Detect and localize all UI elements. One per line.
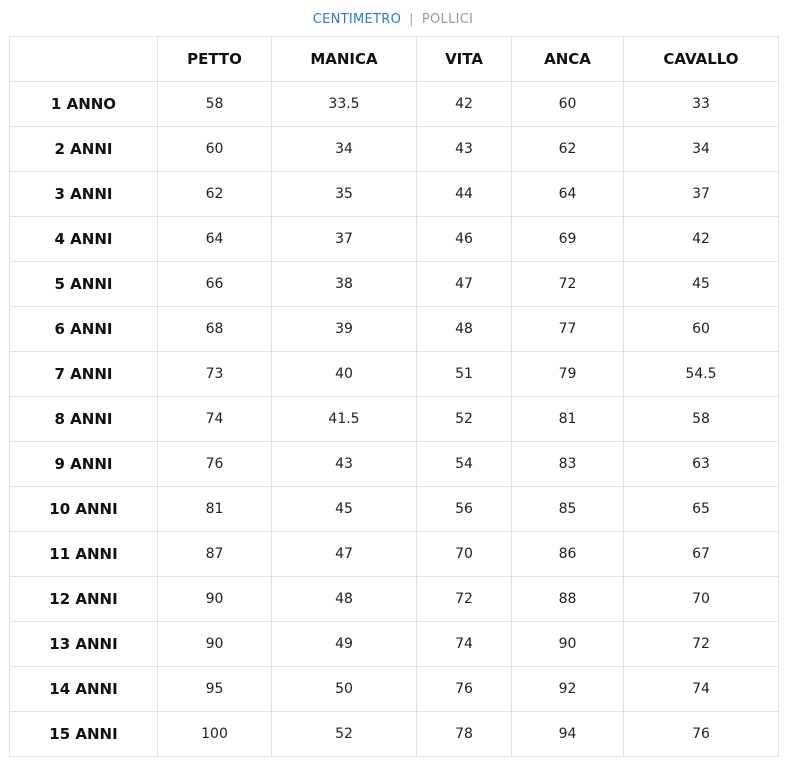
cell-anca: 69 <box>512 217 624 262</box>
row-label-size: 8 ANNI <box>10 397 158 442</box>
table-row <box>10 307 779 352</box>
row-label-size: 11 ANNI <box>10 532 158 577</box>
cell-anca: 83 <box>512 442 624 487</box>
row-label-size: 3 ANNI <box>10 172 158 217</box>
cell-anca: 92 <box>512 667 624 712</box>
table-row <box>10 442 779 487</box>
table-row <box>10 127 779 172</box>
cell-petto: 68 <box>158 307 272 352</box>
table-row <box>10 217 779 262</box>
row-label-size: 2 ANNI <box>10 127 158 172</box>
cell-manica: 33.5 <box>272 82 417 127</box>
row-label-size: 15 ANNI <box>10 712 158 757</box>
unit-switch <box>0 10 786 30</box>
cell-petto: 95 <box>158 667 272 712</box>
cell-manica: 50 <box>272 667 417 712</box>
table-row <box>10 667 779 712</box>
table-row <box>10 577 779 622</box>
cell-cavallo: 74 <box>624 667 779 712</box>
cell-cavallo: 33 <box>624 82 779 127</box>
table-row <box>10 487 779 532</box>
cell-manica: 39 <box>272 307 417 352</box>
cell-cavallo: 65 <box>624 487 779 532</box>
cell-cavallo: 76 <box>624 712 779 757</box>
cell-manica: 47 <box>272 532 417 577</box>
cell-cavallo: 34 <box>624 127 779 172</box>
cell-vita: 56 <box>417 487 512 532</box>
table-body <box>10 82 779 757</box>
cell-manica: 52 <box>272 712 417 757</box>
table-row <box>10 352 779 397</box>
row-label-size: 4 ANNI <box>10 217 158 262</box>
cell-anca: 85 <box>512 487 624 532</box>
cell-cavallo: 45 <box>624 262 779 307</box>
cell-anca: 72 <box>512 262 624 307</box>
cell-vita: 46 <box>417 217 512 262</box>
cell-cavallo: 72 <box>624 622 779 667</box>
cell-vita: 52 <box>417 397 512 442</box>
column-header-anca: ANCA <box>512 37 624 82</box>
table-row <box>10 262 779 307</box>
cell-vita: 72 <box>417 577 512 622</box>
row-label-size: 14 ANNI <box>10 667 158 712</box>
cell-petto: 87 <box>158 532 272 577</box>
table-header <box>10 37 779 82</box>
cell-vita: 70 <box>417 532 512 577</box>
cell-manica: 38 <box>272 262 417 307</box>
row-label-size: 6 ANNI <box>10 307 158 352</box>
cell-anca: 62 <box>512 127 624 172</box>
cell-anca: 64 <box>512 172 624 217</box>
unit-separator: | <box>409 12 414 27</box>
cell-cavallo: 70 <box>624 577 779 622</box>
cell-petto: 62 <box>158 172 272 217</box>
cell-petto: 73 <box>158 352 272 397</box>
row-label-size: 1 ANNO <box>10 82 158 127</box>
table-row <box>10 712 779 757</box>
cell-manica: 40 <box>272 352 417 397</box>
cell-vita: 44 <box>417 172 512 217</box>
cell-anca: 60 <box>512 82 624 127</box>
cell-manica: 35 <box>272 172 417 217</box>
cell-manica: 37 <box>272 217 417 262</box>
cell-manica: 34 <box>272 127 417 172</box>
cell-petto: 66 <box>158 262 272 307</box>
cell-petto: 64 <box>158 217 272 262</box>
cell-petto: 74 <box>158 397 272 442</box>
cell-anca: 94 <box>512 712 624 757</box>
cell-cavallo: 54.5 <box>624 352 779 397</box>
unit-option-centimetro[interactable]: CENTIMETRO <box>312 12 402 27</box>
cell-anca: 90 <box>512 622 624 667</box>
column-header-manica: MANICA <box>272 37 417 82</box>
cell-petto: 100 <box>158 712 272 757</box>
cell-petto: 90 <box>158 622 272 667</box>
cell-vita: 42 <box>417 82 512 127</box>
table-row <box>10 172 779 217</box>
cell-manica: 43 <box>272 442 417 487</box>
table-row <box>10 82 779 127</box>
cell-petto: 76 <box>158 442 272 487</box>
row-label-size: 10 ANNI <box>10 487 158 532</box>
header-row <box>10 37 779 82</box>
column-header-cavallo: CAVALLO <box>624 37 779 82</box>
cell-manica: 41.5 <box>272 397 417 442</box>
row-label-size: 13 ANNI <box>10 622 158 667</box>
cell-vita: 74 <box>417 622 512 667</box>
cell-vita: 51 <box>417 352 512 397</box>
cell-cavallo: 60 <box>624 307 779 352</box>
cell-vita: 47 <box>417 262 512 307</box>
cell-anca: 81 <box>512 397 624 442</box>
cell-manica: 45 <box>272 487 417 532</box>
cell-anca: 79 <box>512 352 624 397</box>
cell-cavallo: 67 <box>624 532 779 577</box>
column-header-petto: PETTO <box>158 37 272 82</box>
cell-cavallo: 42 <box>624 217 779 262</box>
header-corner-cell <box>10 37 158 82</box>
table-row <box>10 532 779 577</box>
cell-petto: 58 <box>158 82 272 127</box>
cell-manica: 49 <box>272 622 417 667</box>
cell-petto: 60 <box>158 127 272 172</box>
cell-anca: 77 <box>512 307 624 352</box>
row-label-size: 5 ANNI <box>10 262 158 307</box>
cell-vita: 54 <box>417 442 512 487</box>
cell-vita: 78 <box>417 712 512 757</box>
cell-vita: 43 <box>417 127 512 172</box>
row-label-size: 12 ANNI <box>10 577 158 622</box>
cell-cavallo: 37 <box>624 172 779 217</box>
row-label-size: 7 ANNI <box>10 352 158 397</box>
cell-manica: 48 <box>272 577 417 622</box>
size-chart-table <box>9 36 779 757</box>
column-header-vita: VITA <box>417 37 512 82</box>
cell-petto: 81 <box>158 487 272 532</box>
cell-vita: 48 <box>417 307 512 352</box>
table-row <box>10 397 779 442</box>
cell-petto: 90 <box>158 577 272 622</box>
cell-anca: 86 <box>512 532 624 577</box>
row-label-size: 9 ANNI <box>10 442 158 487</box>
cell-anca: 88 <box>512 577 624 622</box>
table-row <box>10 622 779 667</box>
cell-cavallo: 58 <box>624 397 779 442</box>
cell-cavallo: 63 <box>624 442 779 487</box>
unit-option-pollici[interactable]: POLLICI <box>421 12 474 27</box>
cell-vita: 76 <box>417 667 512 712</box>
